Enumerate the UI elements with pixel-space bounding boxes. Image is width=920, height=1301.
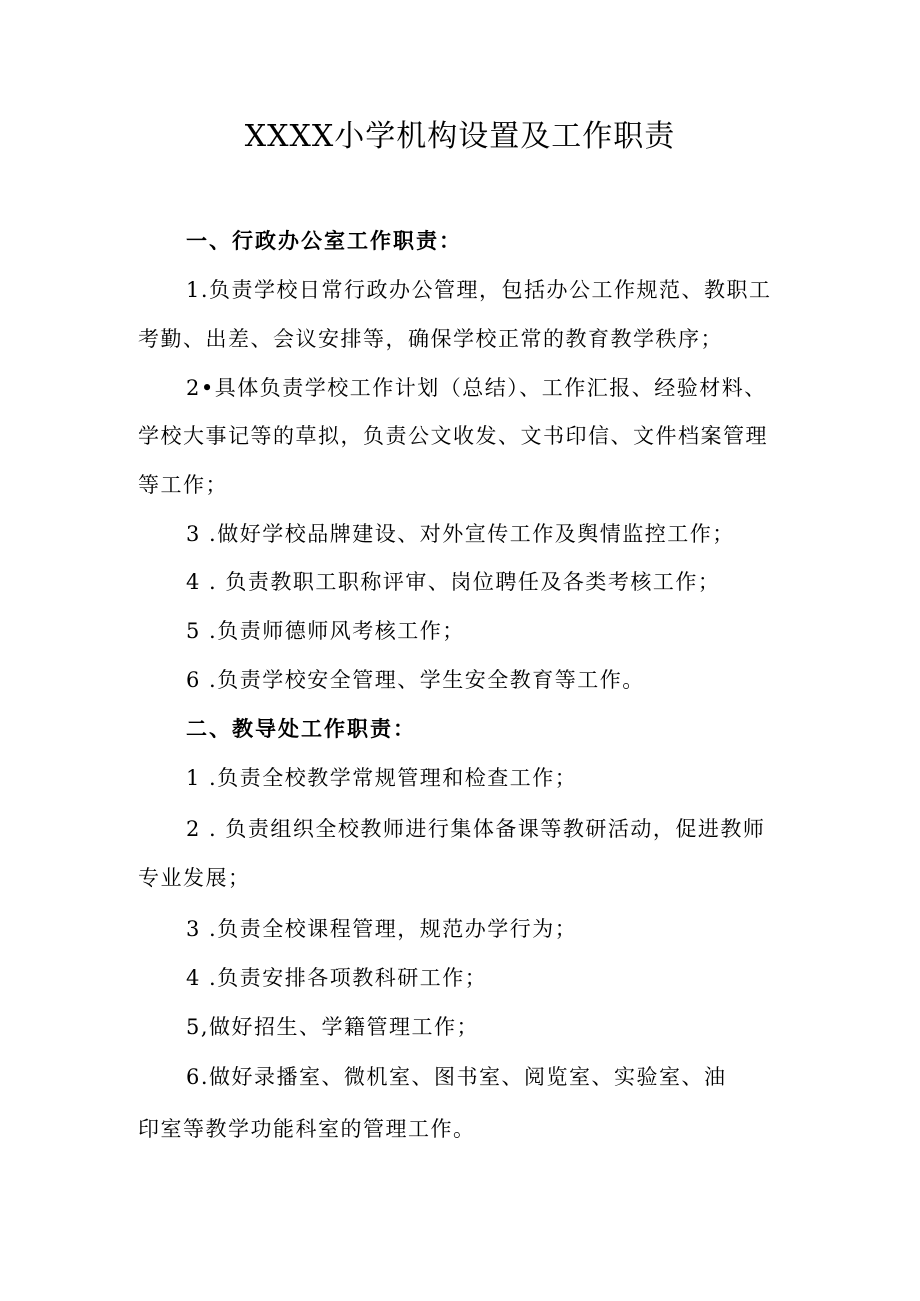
list-item-line: 专业发展； — [138, 866, 251, 890]
list-item-line: 6.做好录播室、微机室、图书室、阅览室、实验室、油 — [186, 1065, 727, 1089]
list-item-line: 2•具体负责学校工作计划（总结）、工作汇报、经验材料、 — [186, 376, 767, 400]
list-item-line: 5,做好招生、学籍管理工作； — [186, 1015, 480, 1039]
list-item-line: 1.负责学校日常行政办公管理，包括办公工作规范、教职工 — [186, 278, 772, 302]
list-item-line: 等工作； — [138, 473, 228, 497]
list-item-line: 3 .做好学校品牌建设、对外宣传工作及舆情监控工作； — [186, 522, 735, 546]
list-item-line: 4 . 负责教职工职称评审、岗位聘任及各类考核工作； — [186, 570, 721, 594]
list-item-line: 2 . 负责组织全校教师进行集体备课等教研活动，促进教师 — [186, 817, 766, 841]
list-item-line: 4 .负责安排各项教科研工作； — [186, 966, 488, 990]
list-item-line: 1 .负责全校教学常规管理和检查工作； — [186, 766, 578, 790]
list-item-line: 3 .负责全校课程管理，规范办学行为； — [186, 917, 578, 941]
list-item-line: 印室等教学功能科室的管理工作。 — [138, 1117, 476, 1141]
list-item-line: 考勤、出差、会议安排等，确保学校正常的教育教学秩序； — [138, 327, 723, 351]
section-heading: 一、行政办公室工作职责： — [186, 228, 462, 253]
section-heading: 二、教导处工作职责： — [186, 716, 416, 741]
list-item-line: 5 .负责师德师风考核工作； — [186, 619, 465, 643]
list-item-line: 6 .负责学校安全管理、学生安全教育等工作。 — [186, 668, 645, 692]
document-title: XXXX小学机构设置及工作职责 — [244, 119, 676, 154]
list-item-line: 学校大事记等的草拟，负责公文收发、文书印信、文件档案管理 — [138, 424, 768, 448]
